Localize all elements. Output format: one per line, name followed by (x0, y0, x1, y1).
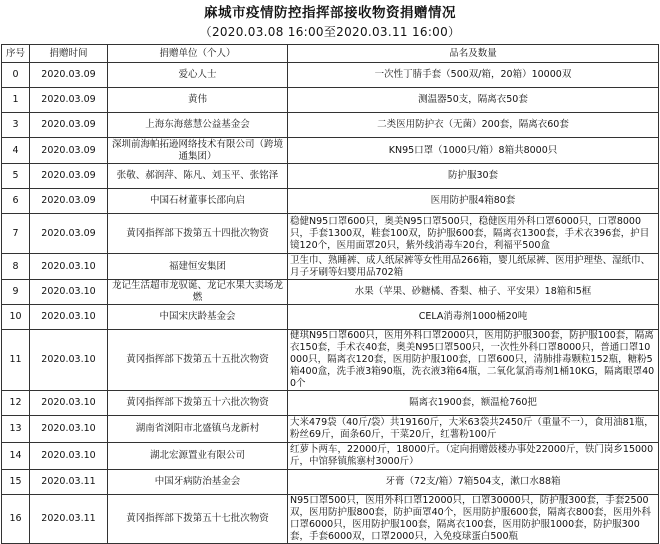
row-no: 9 (2, 280, 30, 305)
table-header-row (2, 45, 659, 63)
table-row (2, 189, 659, 214)
row-donor: 黄冈指挥部下拨第五十六批次物资 (108, 391, 288, 416)
row-no: 8 (2, 254, 30, 280)
row-date: 2020.03.11 (30, 470, 108, 495)
row-date: 2020.03.10 (30, 280, 108, 305)
row-no: 15 (2, 470, 30, 495)
row-date: 2020.03.10 (30, 254, 108, 280)
row-donor: 深圳前海帕拓逊网络技术有限公司（跨境通集团） (108, 138, 288, 164)
row-donor: 黄冈指挥部下拨第五十五批次物资 (108, 330, 288, 391)
table-row (2, 330, 659, 391)
row-items: 医用防护服4箱80套 (288, 189, 659, 214)
row-items: 卫生巾、熟睡裤、成人纸尿裤等女性用品266箱，婴儿纸尿裤、医用护理垫、湿纸巾、月子牙刷等妇婴用品702箱 (288, 254, 659, 280)
row-no: 14 (2, 443, 30, 470)
row-items: 隔离衣1900套，额温枪760把 (288, 391, 659, 416)
row-no: 10 (2, 305, 30, 330)
row-date: 2020.03.10 (30, 416, 108, 443)
row-date: 2020.03.09 (30, 189, 108, 214)
table-row (2, 88, 659, 113)
row-no: 5 (2, 164, 30, 189)
row-date: 2020.03.09 (30, 214, 108, 254)
row-items: N95口罩500只，医用外科口罩12000只，口罩30000只，防护服300套，手套2500双，医用防护服800套，防护面罩40个，医用防护服600套，隔离衣800套，医用外科口罩6000只，医用防护服100套，隔离衣100套，医用防护服1000套，防护服300套，手套6000双，口罩2000只，入免疫球蛋白500瓶 (288, 495, 659, 544)
table-row (2, 113, 659, 138)
table-row (2, 63, 659, 88)
row-date: 2020.03.10 (30, 391, 108, 416)
row-no: 4 (2, 138, 30, 164)
column-header-items: 品名及数量 (288, 45, 659, 63)
row-date: 2020.03.11 (30, 495, 108, 544)
row-donor: 黄冈指挥部下拨第五十七批次物资 (108, 495, 288, 544)
table-row (2, 280, 659, 305)
row-items: 健琪N95口罩600只，医用外科口罩2000只，医用防护服300套，防护服100套，隔离衣150套，手术衣40套，奥美N95口罩500只，一次性外科口罩8000只，普通口罩10000只，隔离衣120套，医用防护服100套，口罩600只，清肺排毒颗粒152瓶，糖粉5箱400盒，洗手液3箱90瓶，洗衣液3箱64瓶，二氧化氯消毒剂1桶10KG，隔离眼罩400个 (288, 330, 659, 391)
row-items: CELA消毒剂1000桶20吨 (288, 305, 659, 330)
row-date: 2020.03.09 (30, 88, 108, 113)
row-date: 2020.03.10 (30, 330, 108, 391)
row-date: 2020.03.09 (30, 113, 108, 138)
table-row (2, 305, 659, 330)
donation-table (1, 44, 659, 544)
row-donor: 黄冈指挥部下拨第五十四批次物资 (108, 214, 288, 254)
row-no: 3 (2, 113, 30, 138)
column-header-donor: 捐赠单位（个人） (108, 45, 288, 63)
row-donor: 中国牙病防治基金会 (108, 470, 288, 495)
table-row (2, 214, 659, 254)
document-header (0, 0, 660, 44)
row-donor: 龙记生活超市龙驭诞、龙记水果大卖场龙燃 (108, 280, 288, 305)
row-date: 2020.03.09 (30, 63, 108, 88)
row-date: 2020.03.10 (30, 443, 108, 470)
row-donor: 黄伟 (108, 88, 288, 113)
row-donor: 上海东海慈慧公益基金会 (108, 113, 288, 138)
table-row (2, 416, 659, 443)
row-date: 2020.03.10 (30, 305, 108, 330)
table-row (2, 138, 659, 164)
row-items: 二类医用防护衣（无菌）200套，隔离衣60套 (288, 113, 659, 138)
row-no: 0 (2, 63, 30, 88)
row-items: 水果（苹果、砂糖橘、香梨、柚子、平安果）18箱和5框 (288, 280, 659, 305)
row-no: 13 (2, 416, 30, 443)
column-header-no: 序号 (2, 45, 30, 63)
row-items: 红萝卜两车，22000斤，18000斤。（定向捐赠鼓楼办事处22000斤，铁门岗乡15000斤，中馆驿镇熊寨村3000斤） (288, 443, 659, 470)
document-title: 麻城市疫情防控指挥部接收物资捐赠情况 (204, 5, 456, 21)
row-donor: 张敬、郝润萍、陈凡、刘玉平、张铭泽 (108, 164, 288, 189)
table-row (2, 495, 659, 544)
row-donor: 中国石材董事长邵向启 (108, 189, 288, 214)
row-no: 11 (2, 330, 30, 391)
row-no: 16 (2, 495, 30, 544)
row-donor: 湖南省浏阳市北盛镇乌龙新村 (108, 416, 288, 443)
row-donor: 福建恒安集团 (108, 254, 288, 280)
row-items: 大米479袋（40斤/袋）共19160斤，大米63袋共2450斤（重量不一），食用油81瓶，粉丝69斤，面条60斤，干菜20斤，红薯粉100斤 (288, 416, 659, 443)
row-items: 一次性丁腈手套（500双/箱，20箱）10000双 (288, 63, 659, 88)
table-row (2, 391, 659, 416)
row-donor: 中国宋庆龄基金会 (108, 305, 288, 330)
row-donor: 爱心人士 (108, 63, 288, 88)
row-date: 2020.03.09 (30, 138, 108, 164)
row-donor: 湖北宏源置业有限公司 (108, 443, 288, 470)
table-row (2, 443, 659, 470)
row-no: 1 (2, 88, 30, 113)
row-items: 牙膏（72支/箱）7箱504支，漱口水88箱 (288, 470, 659, 495)
row-no: 7 (2, 214, 30, 254)
row-no: 6 (2, 189, 30, 214)
table-row (2, 470, 659, 495)
row-items: 稳健N95口罩600只，奥美N95口罩500只，稳健医用外科口罩6000只，口罩8000只，手套1300双，鞋套100双，防护服600套，隔离衣1300套，手术衣396套，护目镜120个，医用面罩20只，紫外线消毒车20台，利福平500盒 (288, 214, 659, 254)
document-subtitle: （2020.03.08 16:00至2020.03.11 16:00） (199, 25, 461, 39)
row-items: 测温器50支，隔离衣50套 (288, 88, 659, 113)
column-header-date: 捐赠时间 (30, 45, 108, 63)
row-date: 2020.03.09 (30, 164, 108, 189)
row-no: 12 (2, 391, 30, 416)
table-row (2, 254, 659, 280)
row-items: KN95口罩（1000只/箱）8箱共8000只 (288, 138, 659, 164)
row-items: 防护服30套 (288, 164, 659, 189)
table-row (2, 164, 659, 189)
